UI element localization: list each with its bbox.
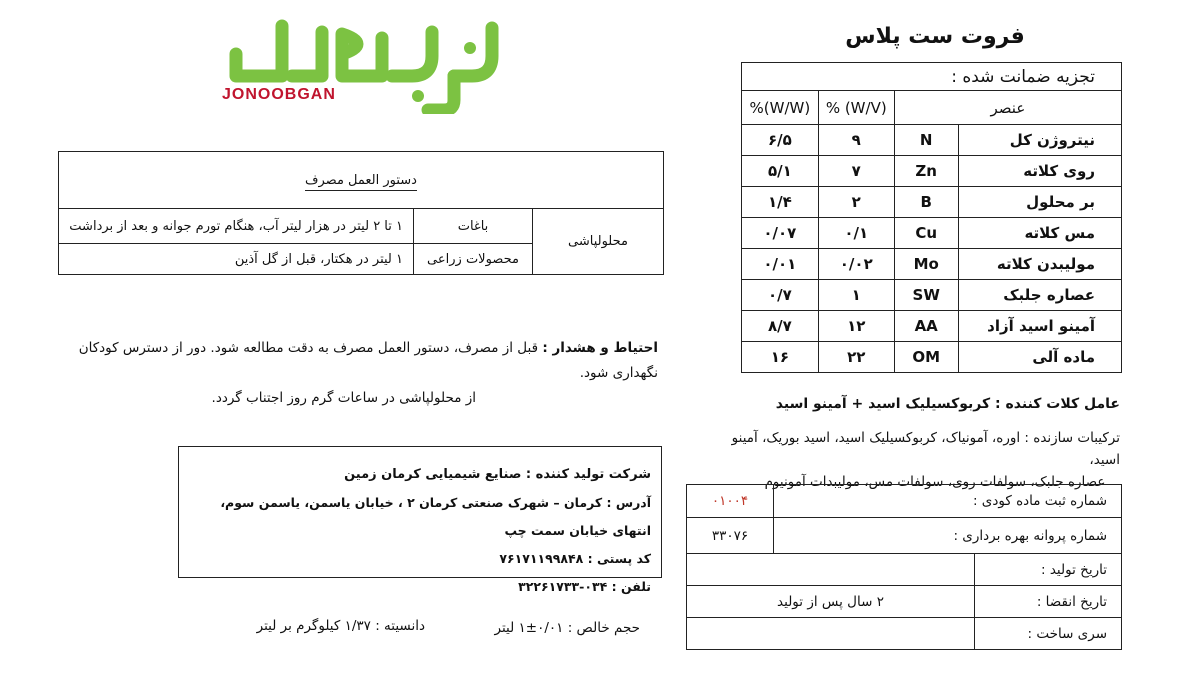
value-ww: ۰/۰۷ (742, 218, 819, 249)
product-title: فروت ست پلاس (845, 24, 1025, 49)
element-symbol: N (894, 125, 958, 156)
manufacturer-box (178, 446, 662, 594)
element-symbol: Zn (894, 156, 958, 187)
element-name: ماده آلی (958, 342, 1121, 373)
net-volume: حجم خالص : ۰/۰۱±۱ لیتر (494, 620, 640, 636)
usage-table (58, 151, 664, 275)
element-symbol: AA (894, 311, 958, 342)
value-wv: ۱ (818, 280, 894, 311)
analysis-row (742, 125, 1122, 156)
manufacturer-address: آدرس : کرمان – شهرک صنعتی کرمان ۲ ، خیابان یاسمن، یاسمن سوم، انتهای خیابان سمت چپ (220, 495, 651, 538)
element-name: نیتروژن کل (958, 125, 1121, 156)
element-name: مس کلاته (958, 218, 1121, 249)
value-wv: ۰/۱ (818, 218, 894, 249)
license-value: ۳۳۰۷۶ (687, 518, 774, 554)
usage-description: ۱ تا ۲ لیتر در هزار لیتر آب، هنگام تورم جوانه و بعد از برداشت (59, 209, 414, 244)
element-name: روی کلاته (958, 156, 1121, 187)
analysis-row (742, 187, 1122, 218)
manufacturer-phone: تلفن : ۰۳۴-۳۲۲۶۱۷۳۳ (518, 579, 651, 594)
value-wv: ۲ (818, 187, 894, 218)
value-wv: ۲۲ (818, 342, 894, 373)
analysis-caption: تجزیه ضمانت شده : (742, 63, 1122, 91)
reg-code-value: ۰۱۰۰۴ (687, 485, 774, 518)
analysis-row (742, 249, 1122, 280)
header-wv: % (W/V) (818, 91, 894, 125)
batch-label: سری ساخت : (975, 618, 1122, 650)
usage-title-text: دستور العمل مصرف (305, 173, 417, 191)
header-element: عنصر (894, 91, 1121, 125)
ingredients-line-2: عصاره جلبک، سولفات روی، سولفات مس، مولیبدات آمونیوم (764, 474, 1106, 490)
analysis-row (742, 156, 1122, 187)
value-ww: ۶/۵ (742, 125, 819, 156)
value-wv: ۰/۰۲ (818, 249, 894, 280)
element-symbol: B (894, 187, 958, 218)
usage-category: باغات (414, 209, 533, 244)
usage-description: ۱ لیتر در هکتار، قبل از گل آذین (59, 244, 414, 275)
warning-line-1: قبل از مصرف، دستور العمل مصرف به دقت مطالعه شود. دور از دسترس کودکان نگهداری شود. (78, 340, 658, 381)
element-symbol: Cu (894, 218, 958, 249)
value-ww: ۱۶ (742, 342, 819, 373)
warning-text (60, 336, 658, 411)
production-date-label: تاریخ تولید : (975, 554, 1122, 586)
warning-line-2: از محلولپاشی در ساعات گرم روز اجتناب گردد. (211, 390, 476, 406)
element-name: مولیبدن کلاته (958, 249, 1121, 280)
manufacturer-name: شرکت تولید کننده : صنایع شیمیایی کرمان زمین (344, 467, 651, 482)
warning-label: احتیاط و هشدار : (542, 340, 658, 356)
value-ww: ۰/۰۱ (742, 249, 819, 280)
batch-value (687, 618, 975, 650)
analysis-row (742, 280, 1122, 311)
element-symbol: OM (894, 342, 958, 373)
reg-code-label: شماره ثبت ماده کودی : (774, 485, 1122, 518)
manufacturer-postal: کد پستی : ۷۶۱۷۱۱۹۹۸۴۸ (499, 551, 651, 566)
chelating-agent: عامل کلات کننده : کربوکسیلیک اسید + آمینو اسید (775, 396, 1120, 412)
expiry-label: تاریخ انقضا : (975, 586, 1122, 618)
element-name: آمینو اسید آزاد (958, 311, 1121, 342)
analysis-row (742, 218, 1122, 249)
element-name: عصاره جلبک (958, 280, 1121, 311)
production-date-value (687, 554, 975, 586)
analysis-table (741, 62, 1122, 373)
value-wv: ۹ (818, 125, 894, 156)
value-ww: ۱/۴ (742, 187, 819, 218)
usage-method: محلولپاشی (533, 209, 664, 275)
header-ww: %(W/W) (742, 91, 819, 125)
value-ww: ۵/۱ (742, 156, 819, 187)
usage-category: محصولات زراعی (414, 244, 533, 275)
value-wv: ۷ (818, 156, 894, 187)
value-ww: ۸/۷ (742, 311, 819, 342)
registration-table (686, 484, 1122, 650)
analysis-row (742, 311, 1122, 342)
value-wv: ۱۲ (818, 311, 894, 342)
brand-logo-latin: JONOOBGAN (222, 86, 336, 103)
usage-title (59, 152, 664, 209)
license-label: شماره پروانه بهره برداری : (774, 518, 1122, 554)
value-ww: ۰/۷ (742, 280, 819, 311)
element-symbol: SW (894, 280, 958, 311)
density: دانسیته : ۱/۳۷ کیلوگرم بر لیتر (256, 618, 425, 634)
element-symbol: Mo (894, 249, 958, 280)
analysis-row (742, 342, 1122, 373)
element-name: بر محلول (958, 187, 1121, 218)
ingredients-line-1: ترکیبات سازنده : اوره، آمونیاک، کربوکسیلیک اسید، اسید بوریک، آمینو اسید، (731, 430, 1120, 468)
expiry-value: ۲ سال پس از تولید (687, 586, 975, 618)
